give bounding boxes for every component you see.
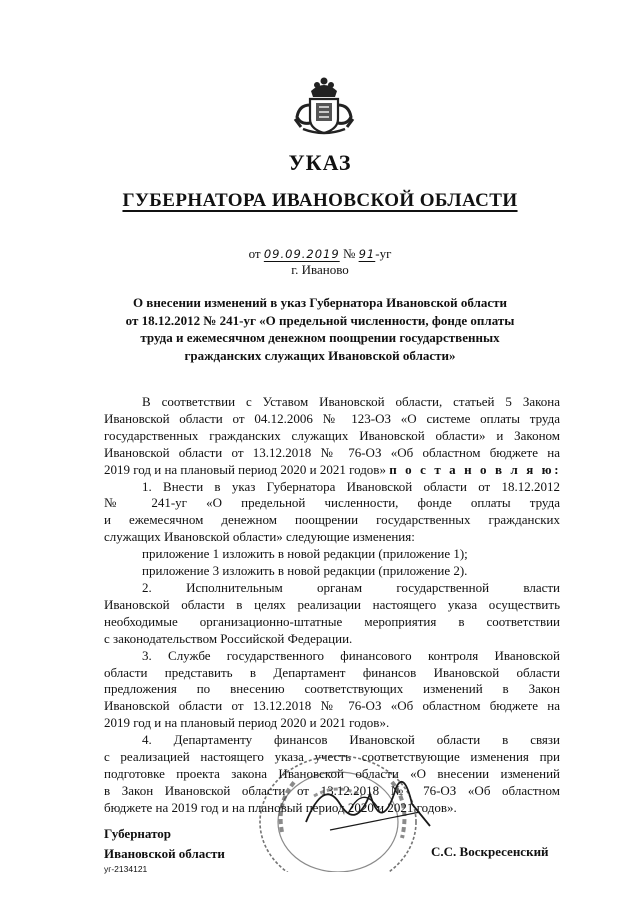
subject-line: гражданских служащих Ивановской области» — [184, 347, 456, 363]
registration-number: уг-2134121 — [104, 864, 148, 874]
date-prefix: от — [248, 246, 261, 261]
item-4-line: с реализацией настоящего указа учесть соответствующие изменения при — [104, 749, 560, 765]
item-1-line: 1. Внести в указ Губернатора Ивановской области от 18.12.2012 — [142, 478, 560, 494]
preamble-line: В соответствии с Уставом Ивановской области, статьей 5 Закона — [142, 394, 560, 409]
number-suffix: -уг — [375, 246, 392, 261]
signatory-name: С.С. Воскресенский — [431, 844, 549, 859]
city-label: г. Иваново — [291, 262, 349, 277]
coat-of-arms-icon — [291, 75, 357, 137]
item-4-line: подготовке проекта закона Ивановской области «О внесении изменений — [104, 765, 560, 781]
item-2-line: с законодательством Российской Федерации. — [104, 630, 353, 646]
item-3-line: 3. Службе государственного финансового контроля Ивановской — [142, 647, 560, 663]
preamble-line-last: 2019 год и на плановый период 2020 и 2021 годов» п о с т а н о в л я ю: — [104, 461, 562, 477]
subject-line: труда и ежемесячном денежном поощрении государственных — [140, 330, 500, 345]
number-prefix: № — [342, 246, 356, 261]
preamble-line: Ивановской области от 04.12.2006 № 123-ОЗ «О системе оплаты труда — [104, 410, 560, 426]
document-authority: ГУБЕРНАТОРА ИВАНОВСКОЙ ОБЛАСТИ — [122, 190, 518, 211]
preamble-line: государственных гражданских служащих Ивановской области» и Законом — [104, 427, 560, 443]
item-2-line: необходимые организационно-штатные мероприятия в соответствии — [104, 613, 560, 629]
document-title: УКАЗ — [288, 150, 352, 175]
item-4-line: 4. Департаменту финансов Ивановской области в связи — [142, 732, 560, 748]
date-number-line — [0, 246, 640, 262]
item-1-subitem: приложение 3 изложить в новой редакции (приложение 2). — [142, 563, 468, 579]
signatory-position: Губернатор Ивановской области — [104, 826, 225, 861]
decree-word: п о с т а н о в л я ю: — [389, 461, 562, 477]
item-3-line: предложения по внесению соответствующих изменений в Закон — [104, 681, 560, 697]
item-3-line: 2019 год и на плановый период 2020 и 2021 годов». — [104, 715, 390, 731]
preamble-line: Ивановской области от 13.12.2018 № 76-ОЗ «Об областном бюджете на — [104, 444, 560, 460]
handwritten-number: 91 — [358, 247, 376, 261]
subject-line: от 18.12.2012 № 241-уг «О предельной численности, фонде оплаты — [125, 312, 515, 328]
item-4-line: в Закон Ивановской области от 13.12.2018 № 76-ОЗ «Об областном — [104, 782, 560, 798]
subject-line: О внесении изменений в указ Губернатора Ивановской области — [132, 295, 508, 310]
item-2-line: Ивановской области в целях реализации настоящего указа осуществить — [104, 596, 560, 612]
item-4-line: бюджете на 2019 год и на плановый период 2020 и 2021 годов». — [104, 799, 457, 815]
item-3-line: области представить в Департамент финансов Ивановской области — [104, 664, 560, 680]
item-1-line: и ежемесячном денежном поощрении государственных гражданских — [104, 512, 560, 528]
item-1-subitem: приложение 1 изложить в новой редакции (приложение 1); — [142, 546, 468, 562]
decree-subject — [100, 294, 540, 364]
handwritten-signature — [300, 764, 440, 844]
item-1-line: служащих Ивановской области» следующие изменения: — [104, 529, 415, 545]
handwritten-date: 09.09.2019 — [263, 247, 340, 261]
item-3-line: Ивановской области от 13.12.2018 № 76-ОЗ «Об областном бюджете на — [104, 698, 560, 714]
item-1-line: № 241-уг «О предельной численности, фонде оплаты труда — [104, 495, 560, 511]
item-2-line: 2. Исполнительным органам государственной власти — [142, 579, 560, 595]
